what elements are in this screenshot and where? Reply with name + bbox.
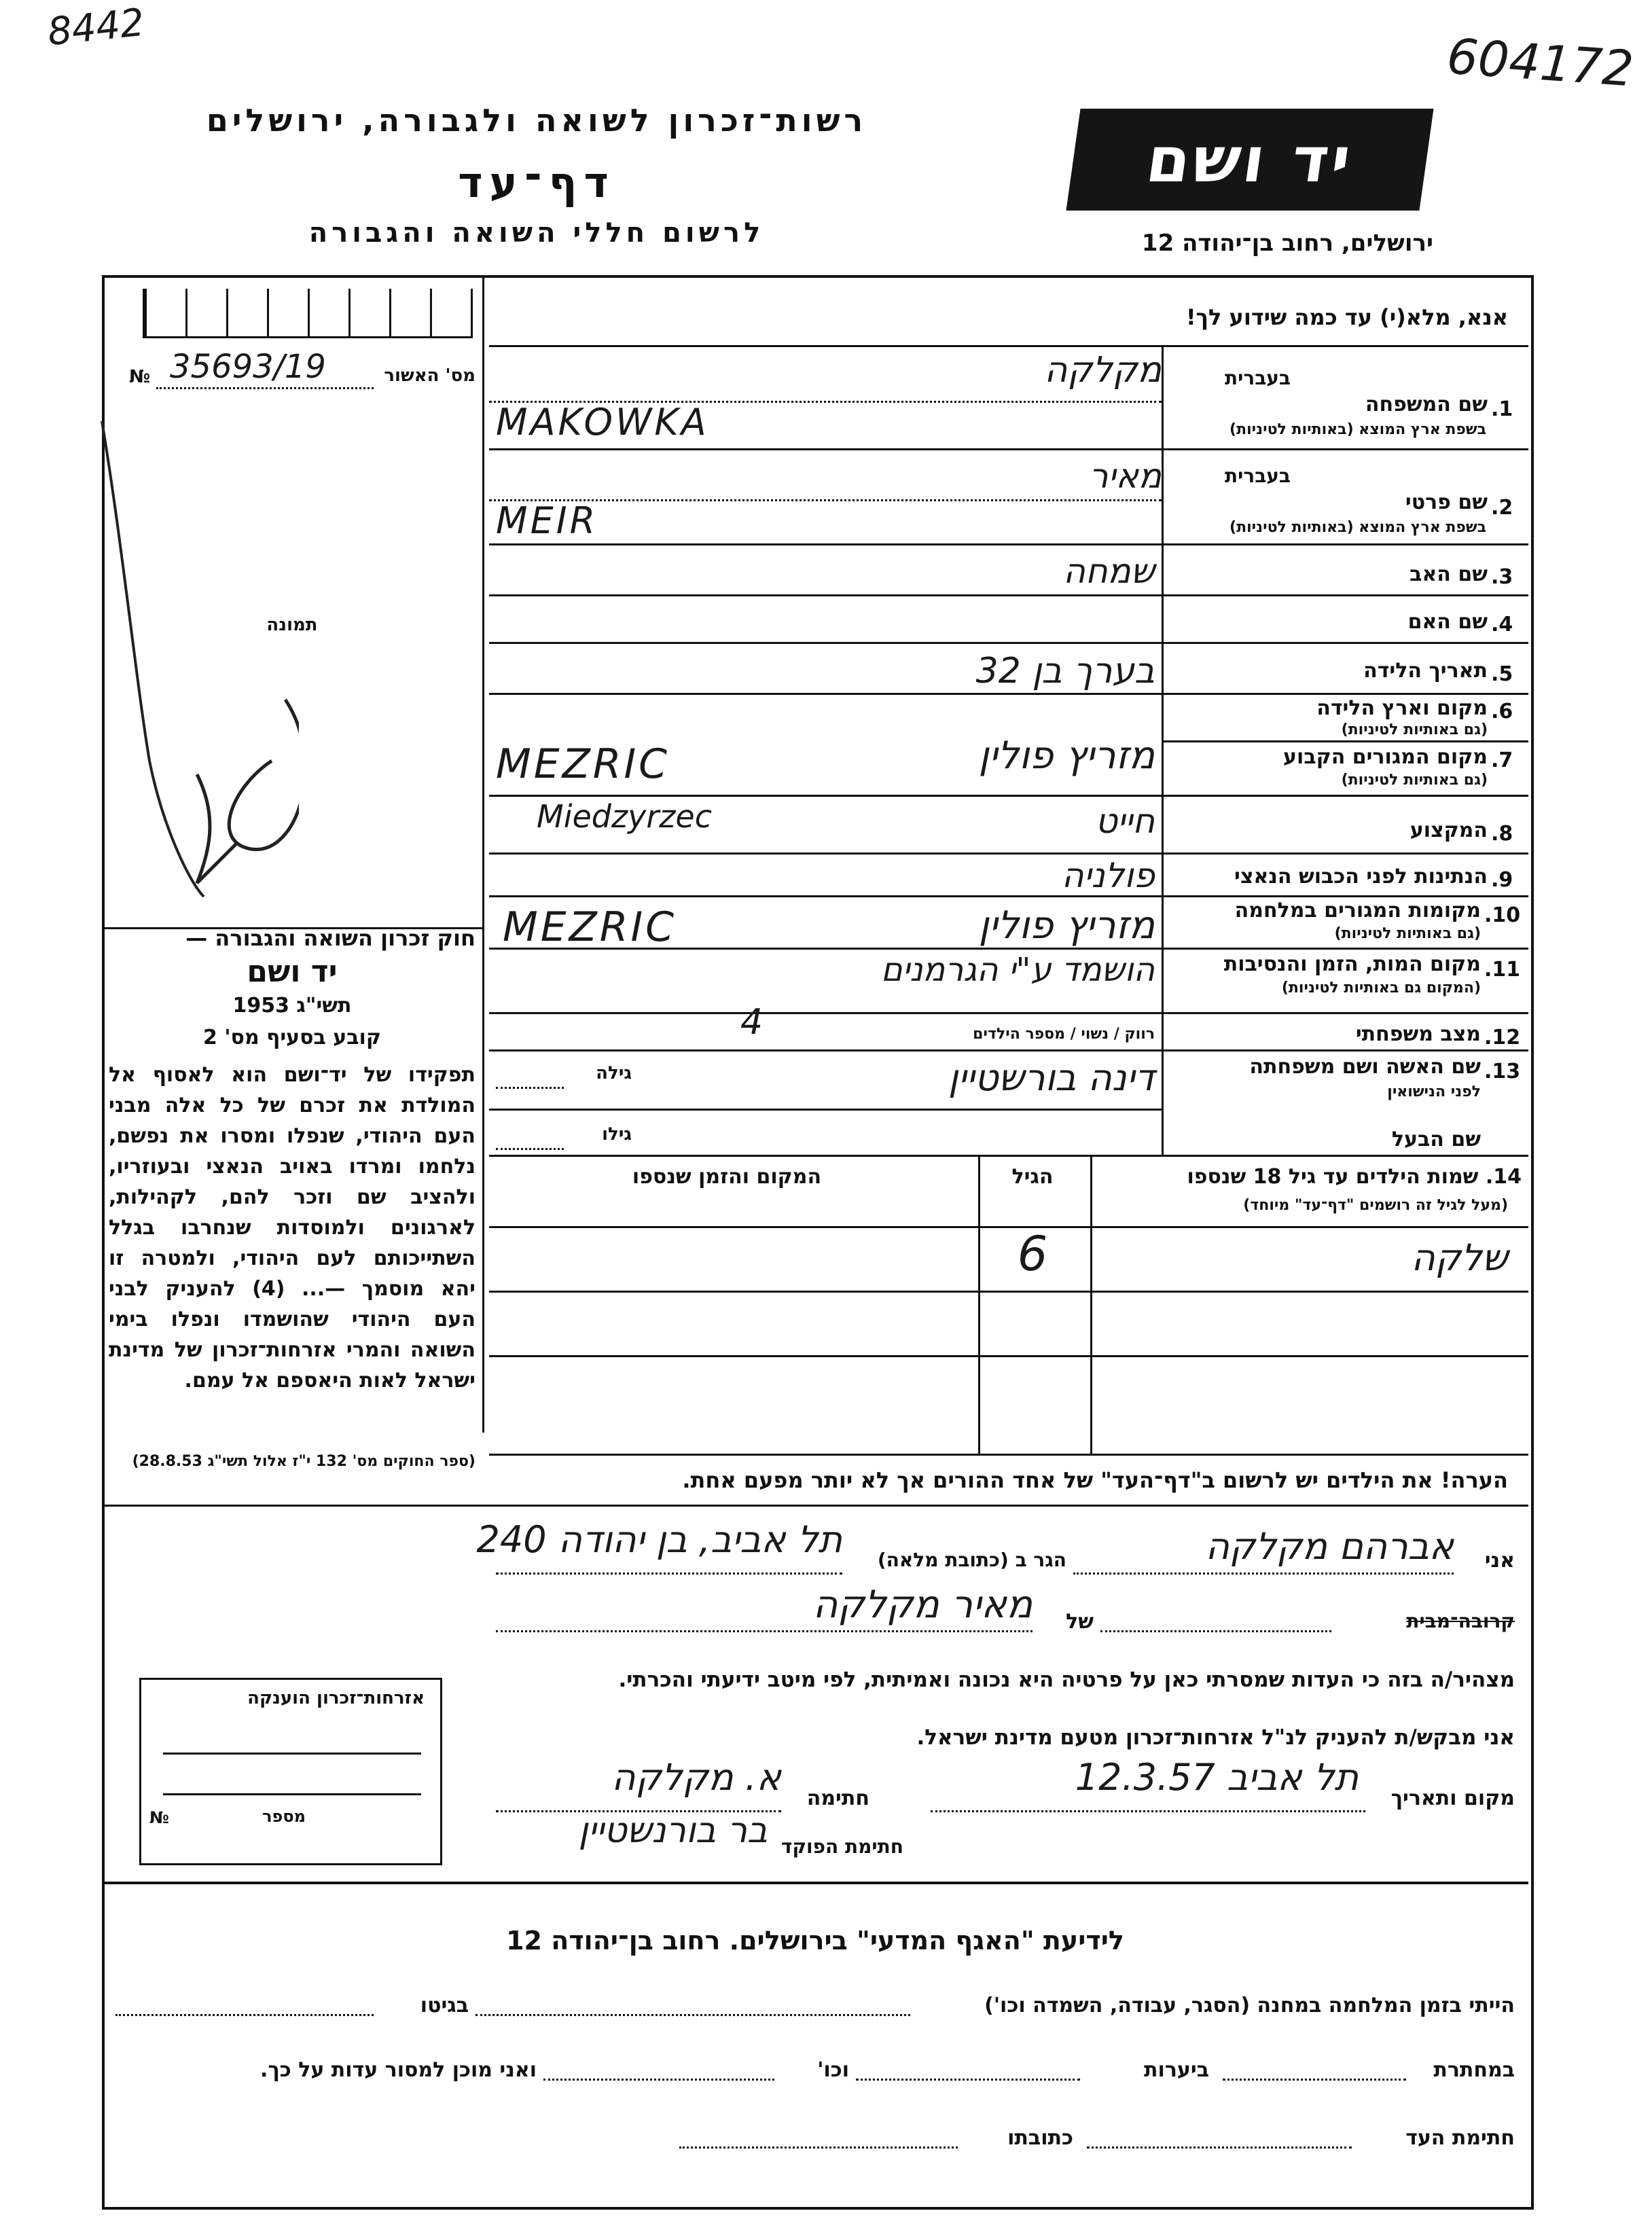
decl-signature-value[interactable]: א. מקלקה	[611, 1756, 781, 1799]
field-6-number: 6.	[1491, 700, 1513, 723]
field-8-value[interactable]: חייט	[1095, 802, 1155, 841]
field-11-hint: (המקום גם באותיות לטיניות)	[1281, 980, 1481, 996]
field-10-hint: (גם באותיות לטיניות)	[1334, 925, 1481, 942]
citizenship-number-label: מספר	[262, 1807, 306, 1826]
rule	[1100, 1630, 1331, 1632]
photo-label: תמונה	[266, 615, 318, 635]
field-11-number: 11.	[1484, 958, 1521, 982]
rule	[489, 948, 1528, 950]
remark-text: הערה! את הילדים יש לרשום ב"דף־העד" של אחד ההורים אך לא יותר מפעם אחת.	[682, 1467, 1508, 1493]
law-year	[109, 994, 475, 1018]
rule	[489, 543, 1528, 545]
decl-statement: מצהיר/ה בזה כי העדות שמסרתי כאן על פרטיה היא נכונה ואמיתית, לפי מיטב ידיעתי והכרתי.	[618, 1668, 1515, 1692]
field-13-value[interactable]: דינה בורשטיין	[948, 1056, 1155, 1099]
field-2-label: שם פרטי	[1405, 490, 1488, 514]
rule	[496, 1630, 1032, 1632]
yad-vashem-logo	[1066, 109, 1433, 211]
decl-residing-label: הגר ב (כתובת מלאה)	[877, 1549, 1066, 1571]
footer-title: לידיעת "האגף המדעי" בירושלים. רחוב בן־יהודה 12	[506, 1926, 1124, 1956]
field-6-label: מקום וארץ הלידה	[1316, 696, 1488, 720]
label-column-divider	[1162, 345, 1164, 1155]
field-3-number: 3.	[1491, 565, 1513, 589]
footer-line1-b: בגיטו	[420, 1994, 469, 2017]
form-subtitle: לרשום חללי השואה והגבורה	[308, 217, 765, 249]
rule	[1162, 740, 1528, 742]
children-col-place: המקום והזמן שנספו	[632, 1165, 822, 1189]
rule	[105, 1505, 1528, 1507]
footer-line3-b: כתובתו	[1007, 2126, 1073, 2150]
rule	[489, 1155, 1528, 1157]
rule	[543, 2079, 774, 2081]
registration-value[interactable]: 35693/19	[170, 348, 326, 386]
rule	[489, 1355, 1528, 1357]
rule	[489, 1109, 1162, 1111]
field-13-label: שם האשה ושם משפחתה	[1249, 1055, 1481, 1079]
children-label: 14. שמות הילדים עד גיל 18 שנספו	[1187, 1165, 1522, 1189]
field-7-label: מקום המגורים הקבוע	[1283, 745, 1488, 769]
signature-scribble	[95, 408, 299, 924]
decl-place-date-value[interactable]: תל אביב 12.3.57	[1075, 1756, 1359, 1799]
rule	[489, 1454, 1528, 1456]
field-3-value[interactable]: שמחה	[1063, 552, 1155, 591]
authority-title: רשות־זכרון לשואה ולגבורה, ירושלים	[206, 102, 867, 139]
corner-note-right: 604172	[1445, 27, 1636, 98]
rule	[489, 345, 1528, 347]
husband-age-label: גילו	[602, 1124, 632, 1145]
logo-text: יד ושם	[1142, 123, 1358, 196]
husband-name-label: שם הבעל	[1391, 1128, 1481, 1151]
rule	[1087, 2146, 1352, 2149]
field-13-number: 13.	[1484, 1060, 1521, 1083]
rule	[115, 2014, 374, 2016]
child-1-age[interactable]: 6	[1017, 1226, 1048, 1282]
law-section: קובע בסעיף מס' 2	[203, 1026, 381, 1049]
field-1-label: שם המשפחה	[1365, 393, 1488, 416]
corner-note-left: 8442	[45, 0, 147, 55]
field-1-value-latin[interactable]: MAKOWKA	[496, 401, 709, 444]
field-3-label: שם האב	[1409, 562, 1488, 586]
field-6-hint: (גם באותיות לטיניות)	[1341, 721, 1488, 738]
rule	[163, 1793, 421, 1795]
field-5-label: תאריך הלידה	[1363, 659, 1488, 683]
child-1-name[interactable]: שלקה	[1411, 1236, 1508, 1279]
field-5-value[interactable]: בערך בן 32	[975, 651, 1155, 691]
rule	[489, 1291, 1528, 1293]
decl-of-value[interactable]: מאיר מקלקה	[812, 1583, 1032, 1627]
law-year-number: 1953	[232, 994, 289, 1018]
field-2-value-latin[interactable]: MEIR	[496, 499, 598, 542]
rule	[489, 642, 1528, 644]
field-9-value[interactable]: פולניה	[1061, 856, 1155, 895]
rule	[489, 852, 1528, 855]
decl-place-date-label: מקום ותאריך	[1390, 1786, 1515, 1810]
rule	[489, 895, 1528, 897]
decl-request: אני מבקש/ת להעניק לנ"ל אזרחות־זכרון מטעם מדינת ישראל.	[916, 1725, 1515, 1750]
rule	[679, 2146, 958, 2149]
side-column-divider	[482, 278, 484, 1433]
footer-line2-d: ואני מוכן למסור עדות על כך.	[260, 2058, 537, 2082]
children-col-divider	[978, 1155, 980, 1454]
children-col-divider	[1090, 1155, 1092, 1454]
decl-of-label: של	[1066, 1610, 1094, 1634]
registration-boxes	[143, 289, 473, 338]
rule	[1073, 1573, 1454, 1575]
rule	[105, 1882, 1528, 1884]
children-note: (מעל לגיל זה רושמים "דף־עד" מיוחד)	[1243, 1197, 1508, 1214]
field-10-label: מקומות המגורים במלחמה	[1234, 899, 1481, 922]
rule	[489, 1012, 1528, 1014]
field-1-hint: בשפת ארץ המוצא (באותיות לטיניות)	[1229, 421, 1486, 438]
registration-number-symbol: №	[129, 367, 151, 387]
field-4-label: שם האם	[1407, 610, 1488, 634]
field-13-age-label: גילה	[596, 1063, 632, 1083]
field-12-number: 12.	[1484, 1026, 1521, 1049]
citizenship-box-title: אזרחות־זכרון הוענקה	[247, 1688, 425, 1708]
law-text: תפקידו של יד־ושם הוא לאסוף אל המולדת את זכרם של כל אלה מבני העם היהודי, שנפלו ומסרו את נפשם, נלחמו ומרדו באויב הנאצי ובעוזריו, ולהציב שם וזכר להם, לקהילות, לארגונים ולמוסדות שנחרבו בגלל השתייכותם לעם היהודי, ולמטרה זו יהא מוסמך —... (4) להעניק לבני העם היהודי שהושמדו ונפלו בימי השואה והמרי אזרחות־זכרון של מדינת ישראל לאות היאספם אל עמם.	[109, 1063, 475, 1392]
law-name: יד ושם	[247, 954, 338, 989]
field-11-value[interactable]: הושמד ע"י הגרמנים	[880, 951, 1155, 989]
rule	[856, 2079, 1080, 2081]
field-8-label: המקצוע	[1409, 819, 1488, 842]
rule	[489, 693, 1528, 695]
rule	[496, 1087, 564, 1089]
rule	[156, 387, 374, 389]
field-6-value[interactable]: מזריץ פולין	[978, 734, 1155, 778]
law-citation: (ספר החוקים מס' 132 י"ז אלול תשי"ג 28.8.53)	[132, 1453, 475, 1470]
field-12-label: מצב משפחתי	[1355, 1022, 1481, 1046]
rule	[489, 594, 1528, 596]
instruction-text: אנא, מלא(י) עד כמה שידוע לך!	[1185, 304, 1508, 330]
form-title: דף־עד	[458, 158, 615, 207]
law-year-hebrew: תשי"ג	[296, 994, 352, 1018]
rule	[475, 2014, 910, 2016]
rule	[489, 795, 1528, 797]
field-1-number: 1.	[1491, 397, 1513, 421]
decl-i-label: אני	[1484, 1549, 1515, 1573]
field-7-hint: (גם באותיות לטיניות)	[1341, 772, 1488, 789]
field-10-value[interactable]: מזריץ פולין	[978, 903, 1155, 948]
rule	[1223, 2079, 1406, 2081]
field-2-hebrew-tag: בעברית	[1224, 465, 1291, 487]
field-10-value-latin[interactable]: MEZRIC	[503, 903, 677, 951]
decl-officer-value[interactable]: בר בורנשטיין	[578, 1810, 768, 1851]
footer-line2-c: וכו'	[817, 2058, 849, 2082]
rule	[496, 1573, 842, 1575]
decl-signature-label: חתימה	[806, 1786, 869, 1810]
field-9-label: הנתינות לפני הכבוש הנאצי	[1234, 865, 1488, 888]
rule	[931, 1810, 1365, 1812]
citizenship-number-symbol: №	[149, 1808, 169, 1827]
header-address: ירושלים, רחוב בן־יהודה 12	[1141, 230, 1433, 257]
footer-line1-a: הייתי בזמן המלחמה במחנה (הסגר, עבודה, השמדה וכו')	[984, 1994, 1515, 2017]
field-5-number: 5.	[1491, 662, 1513, 686]
field-7-value-latin[interactable]: Miedzyrzec	[537, 798, 712, 835]
field-13-hint: לפני הנישואין	[1387, 1083, 1481, 1100]
decl-officer-label: חתימת הפוקד	[780, 1835, 903, 1858]
footer-line3-a: חתימת העד	[1405, 2126, 1515, 2150]
field-2-number: 2.	[1491, 496, 1513, 520]
decl-address-value[interactable]: תל אביב, בן יהודה 240	[476, 1518, 842, 1561]
footer-line2-b: ביערות	[1144, 2058, 1209, 2082]
field-9-number: 9.	[1491, 868, 1513, 892]
field-1-hebrew-tag: בעברית	[1224, 367, 1291, 389]
footer-line2-a: במחתרת	[1433, 2058, 1515, 2082]
decl-relation-label: קרובה־מבית	[1406, 1610, 1515, 1632]
field-11-label: מקום המות, הזמן והנסיבות	[1223, 952, 1481, 976]
field-12-hint: רווק / נשוי / מספר הילדים	[973, 1026, 1155, 1043]
field-4-number: 4.	[1491, 613, 1513, 636]
rule	[163, 1753, 421, 1755]
registration-label: מס' האשור	[384, 365, 475, 386]
field-2-hint: בשפת ארץ המוצא (באותיות לטיניות)	[1229, 519, 1486, 536]
field-1-value-hebrew[interactable]: מקלקה	[1044, 350, 1162, 391]
law-title: חוק זכרון השואה והגבורה —	[185, 925, 475, 951]
decl-i-value[interactable]: אברהם מקלקה	[1205, 1525, 1454, 1568]
field-2-value-hebrew[interactable]: מאיר	[1089, 456, 1162, 496]
field-7-number: 7.	[1491, 749, 1513, 772]
field-8-number: 8.	[1491, 822, 1513, 846]
children-col-age: הגיל	[1011, 1165, 1054, 1189]
field-10-number: 10.	[1484, 903, 1521, 927]
field-12-value[interactable]: 4	[740, 1002, 764, 1043]
rule	[489, 448, 1528, 450]
rule	[489, 1049, 1528, 1052]
field-6-value-latin[interactable]: MEZRIC	[496, 740, 670, 788]
rule	[496, 1148, 564, 1150]
